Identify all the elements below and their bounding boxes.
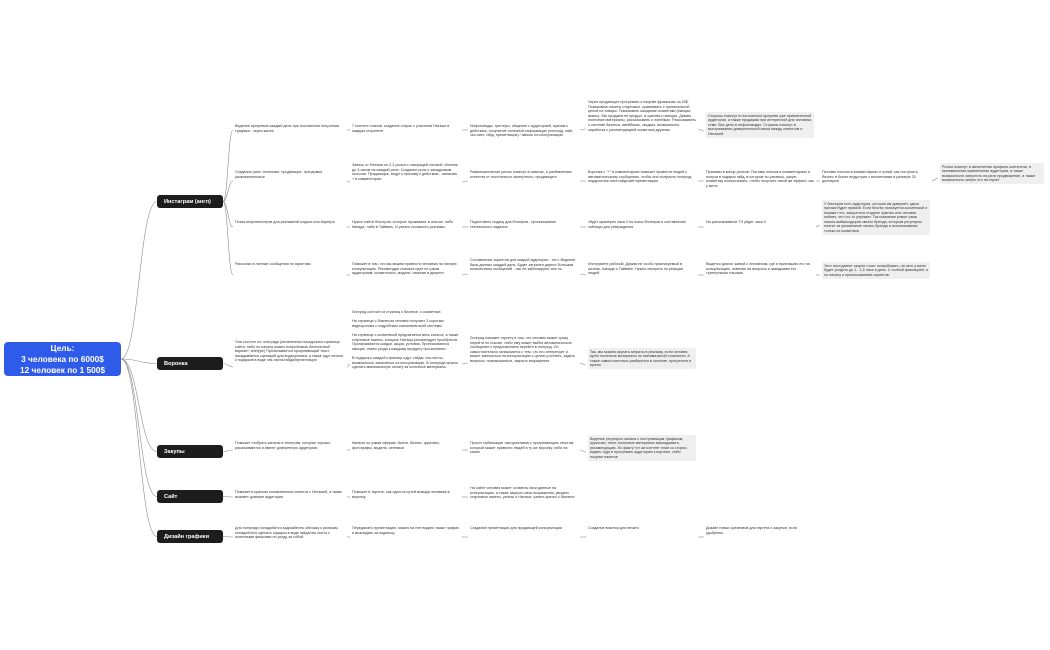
connector bbox=[223, 364, 233, 368]
idea-text: Создание рилс: полезные, продающие, трендовые, развлекательные bbox=[235, 170, 324, 179]
idea-node[interactable] bbox=[470, 486, 578, 500]
branch-label: Сайт bbox=[164, 493, 178, 500]
connector bbox=[462, 274, 468, 275]
connector bbox=[121, 359, 157, 497]
connector bbox=[698, 129, 704, 131]
idea-node[interactable] bbox=[352, 220, 460, 229]
idea-node[interactable] bbox=[352, 526, 460, 535]
idea-text: Ведение прогревов каждый день при постоянном получении трафика - через жизнь bbox=[235, 124, 340, 133]
connector bbox=[223, 537, 233, 538]
idea-node[interactable] bbox=[588, 220, 696, 229]
branch-label: Дизайн графики bbox=[164, 533, 210, 540]
idea-text: На сайте человек может оставить свои данные на консультацию, а также закрыть свои возражения, увидеть стартовые пакеты, узнать о Натэше, узнать кратко о бизнесе bbox=[470, 486, 575, 500]
idea-node[interactable] bbox=[822, 170, 930, 184]
connector bbox=[223, 450, 233, 452]
connector bbox=[121, 359, 157, 364]
idea-node[interactable] bbox=[352, 163, 460, 181]
connector bbox=[932, 178, 938, 181]
idea-text: Запись от Натэши по 2-3 рилса с говорящей головой. Монтаж до 3-часов на каждый рилс. Создание рилс с закадровым голосом. Продающие, ведут к призыву к действию - написать + в комментарии. bbox=[352, 163, 458, 181]
idea-node[interactable] bbox=[235, 340, 345, 363]
connector bbox=[580, 363, 586, 365]
idea-text: Ведение регулярно канала с поступающим трафиком, кружочки, текст, полезные материалы выкладывать, рекомендацию. По факту тот же контент план со сторис, кидать туда и прогревать аудиторию к воронке, либо покупке пакетов bbox=[590, 436, 688, 459]
connector bbox=[462, 363, 468, 364]
idea-node[interactable] bbox=[706, 526, 814, 535]
idea-node[interactable] bbox=[470, 170, 578, 179]
idea-text: Лонгрид состоит из страниц о бизнесе, о косметике. bbox=[352, 310, 442, 314]
idea-node[interactable] bbox=[706, 170, 814, 188]
idea-text: Передалать презентацию, можно на нее видать также трафик, и выкладать за подписку bbox=[352, 526, 460, 535]
idea-text: Развлекательные рилсы помогут в охватах, и разбавлению контента от постоянного экспертного, продающего bbox=[470, 170, 572, 179]
idea-node[interactable] bbox=[470, 526, 578, 531]
branch-ads[interactable] bbox=[157, 445, 223, 458]
idea-node[interactable] bbox=[235, 490, 345, 499]
idea-node[interactable] bbox=[470, 336, 578, 364]
idea-text: На странице с бизнесом человек получает 3 коротких видеоролика с подробным описанием всей системы bbox=[352, 319, 445, 328]
idea-text: Создание визитки для печати bbox=[588, 526, 639, 530]
idea-text: Подготовить подачу для блогеров - прописывание технического задания bbox=[470, 220, 557, 229]
branch-design[interactable] bbox=[157, 530, 223, 543]
idea-node[interactable] bbox=[235, 220, 345, 225]
idea-node[interactable] bbox=[470, 258, 578, 272]
idea-node[interactable] bbox=[470, 124, 578, 138]
idea-text: На распознавание ТЗ уйдет часа 3 bbox=[706, 220, 766, 224]
idea-text: Просто публикация там креативов с прогревающим текстом, который может привести людей в ту же воронку, либо на канал bbox=[470, 441, 575, 455]
idea-text: Воронка с "+" в комментариях поможет привести людей к автоматическому сообщению, чтобы они получили лонгрид/подарок/чек-лист/гайд/сайт/презентацию bbox=[588, 170, 692, 184]
connector bbox=[223, 181, 233, 202]
idea-node[interactable] bbox=[822, 200, 930, 235]
idea-node[interactable] bbox=[235, 441, 345, 450]
idea-node[interactable] bbox=[588, 100, 696, 132]
idea-node[interactable] bbox=[706, 112, 814, 138]
idea-text: В подарок к каждой странице идут: гайды, чек-листы, возможность записаться на консультацию. В лонгриде можно сделать минимальную оплату за полезные материалы. bbox=[352, 355, 458, 370]
idea-text: Лонгрид поможет таргету в том, что человек может сразу перейти по ссылке, либо ему может выйти автоматическое сообщение с предложением перейти в лонгрид. Он самостоятельно ознакомится с тем, что его интересует и может записаться на консультацию с целью уточнить, задать вопросы, познакомиться, закрыть возражения bbox=[470, 336, 575, 363]
branch-label: Инстаграм (англ) bbox=[164, 198, 211, 205]
idea-text: Через продающие прогревать к покупке франшизы за 20$. Показывать пакеты стартовые, сравнивать с оригинальной ценой на товары. Показывать ожидание косметики (эмоции, жизнь). Мы продаем не продукт, а чувства и эмоции. Давать полезные материалы, рассказывать о линейках. Рассказывать о системе бизнеса, ивейбиках, скидках, возможность заработка с рекомендацией косметики друзьям. bbox=[588, 100, 696, 132]
idea-node[interactable] bbox=[588, 262, 696, 276]
idea-text: На странице с косметикой предлагается весь каталог, а также стартовые пакеты, которые Натэша рекомендует приобрести. Прописываются скидки, акции, условия. Прописываются эмоции, этапы ухода к каждому продукту при желании. bbox=[352, 332, 459, 351]
root-goal-node[interactable] bbox=[4, 342, 121, 376]
idea-node[interactable] bbox=[940, 163, 1044, 184]
idea-node[interactable] bbox=[352, 310, 460, 370]
idea-node[interactable] bbox=[588, 435, 696, 461]
branch-instagram[interactable] bbox=[157, 195, 223, 208]
branch-funnel[interactable] bbox=[157, 357, 223, 370]
idea-text: Поможет в таргете, как один из путей вывода человека в воронку bbox=[352, 490, 450, 499]
idea-node[interactable] bbox=[352, 441, 460, 450]
idea-text: Она состоит из: лонгрида (оплаченная посадочная страница сайта, либо по началу можно попробовать бесплатный вариант: telefype) Прописывается прогревающий текст, накидывается сценарий для видеоролика, а также идут кнопки к подарков в виде чек-листа/гайда/презентации bbox=[235, 340, 343, 363]
connector bbox=[462, 181, 468, 182]
idea-text: Дизайн новых креативов для таргета и закупов, если удобрены. bbox=[706, 526, 797, 535]
idea-node[interactable] bbox=[822, 262, 930, 279]
connector bbox=[580, 274, 586, 275]
branch-site[interactable] bbox=[157, 490, 223, 503]
connector bbox=[580, 129, 586, 130]
idea-text: Рассылки в личные сообщения по скриптам bbox=[235, 262, 311, 266]
idea-node[interactable] bbox=[588, 348, 696, 369]
branch-label: Воронка bbox=[164, 360, 188, 367]
idea-text: Создание презентации для продающей консультации bbox=[470, 526, 562, 530]
root-line-2: 3 человека по 6000$ bbox=[21, 353, 104, 364]
idea-node[interactable] bbox=[235, 262, 345, 267]
connector bbox=[580, 450, 586, 452]
idea-node[interactable] bbox=[588, 526, 696, 531]
connector bbox=[816, 225, 820, 227]
idea-text: Инфоповоды, триггеры, общение с аудиторией, призыв к действию, получение полезной информации (лонгрид, сайт, чек-лист, гайд, презентация) / запись на консультацию bbox=[470, 124, 574, 138]
idea-text: Поможет в кратком ознакомлении клиента с Натэшей, а также вызовет доверие аудитории bbox=[235, 490, 343, 499]
idea-node[interactable] bbox=[352, 490, 460, 499]
root-line-1: Цель: bbox=[50, 342, 75, 353]
idea-text: Выдется диалог живой с человеком, где я приглашаю его на консультацию, отвечаю на вопросы и закидываю его триггерными точками. bbox=[706, 262, 810, 276]
idea-node[interactable] bbox=[352, 262, 460, 276]
idea-node[interactable] bbox=[352, 124, 460, 133]
idea-text: 7 контент-планов, создание сторис с участием Натэши в каждом сторителе bbox=[352, 124, 450, 133]
idea-node[interactable] bbox=[588, 170, 696, 184]
idea-node[interactable] bbox=[235, 170, 345, 179]
idea-text: Призывы в конце рилсов: Поставь плюсик в комментариях и получи в подарок гайд, в котором ты узнаешь, какую косметику использовать, чтобы получить такой же эффект, как у меня bbox=[706, 170, 814, 188]
connector bbox=[223, 497, 233, 498]
idea-text: Поиск инфлюенсеров для рекламной подачи или бартера bbox=[235, 220, 335, 224]
idea-node[interactable] bbox=[706, 262, 814, 276]
branch-label: Закупы bbox=[164, 448, 185, 455]
idea-text: Так, мы можем окупать затраты в рекламу, если человек купит полезные материалы по минимальной стоимости. А также самостоятельно разберется в системе, прогреется и купить bbox=[590, 349, 692, 368]
idea-text: Поможет отобрать каналы в телеграм, которые хорошо раскачиваются и имеют доверенную аудиторию bbox=[235, 441, 331, 450]
idea-text: Уйдет примерно часа 3 на поиск блогеров и составление таблицы для утверждения bbox=[588, 220, 686, 229]
idea-node[interactable] bbox=[470, 441, 578, 455]
connector bbox=[223, 202, 233, 228]
idea-text: Каналы по узким сферам: бьюти, бизнес, фриланс, фотографы, модели, сетевики bbox=[352, 441, 441, 450]
connector bbox=[121, 359, 157, 452]
idea-text: Для лонгрида понадобится задизайнить обложку к роликам, понадобится сделать подарок в виде гайда/чек-листа с полезными фишками по уходу за собой. bbox=[235, 526, 339, 540]
connector bbox=[347, 181, 350, 182]
idea-text: Составление скриптов для каждой аудитории - тест. Ведение базы данных каждый день. Будет затрачен директ большим количеством сообщений - нас не заблокируют, все ок. bbox=[470, 258, 576, 272]
idea-text: Сторисы помогут в постоянном прогреве уже привлеченной аудитории, а также продажам при интересной для человека теме. Все дело в инфоповодах. Сторисы помогут в выстраивании доверительной связи между клиентом и Натэшей. bbox=[708, 113, 812, 136]
idea-text: Поможет в том, что мы можем привести человека на личную консультацию. Рекомендую сначала идти по узким аудиториям: косметологи, модели, начинки в декрете. bbox=[352, 262, 457, 276]
idea-text: Нужно найти блогеров, которые проживают в штатах, либо Канаде, либо в Тайвань. И узнать стоимость рекламы. bbox=[352, 220, 454, 229]
connector bbox=[121, 359, 157, 537]
idea-text: У блогеров есть аудитория, которая им доверяет, здесь призыв будет прямой. Если блогер пользуется косметикой и покажет это, запустится стадное чувство или человек поймет, что что-то упускает. Так компания рэмон сама нашла амбассадоров своего бренда, которым регулярно платит за упоминание своего бренда и использование только их косметики bbox=[824, 201, 928, 234]
idea-node[interactable] bbox=[470, 220, 578, 229]
connector bbox=[347, 364, 350, 367]
connector bbox=[121, 202, 157, 360]
idea-node[interactable] bbox=[235, 526, 345, 540]
idea-text: Этот инструмент скорее стоит попробовать, на него у меня будет уходить до 1 - 1,5 часа в день. С полной фиксацией, а по началу и прописыванием скриптов. bbox=[824, 263, 928, 277]
idea-node[interactable] bbox=[235, 124, 345, 133]
connector bbox=[223, 130, 233, 202]
root-line-3: 12 человек по 1 500$ bbox=[19, 364, 106, 375]
idea-text: Инструмент рабочий. Думаю не особо практикуемый в штатах, Канаде и Тайване. Нужно смотреть по реакции людей. bbox=[588, 262, 683, 276]
idea-text: Рилсы помогут в заполнении профиля контентом, в минимальном привлечении аудитории, а также возможности запустить на рилс продвижение, а также возможность кинуть его на таргет bbox=[942, 164, 1036, 183]
idea-node[interactable] bbox=[706, 220, 814, 225]
connector bbox=[223, 202, 233, 276]
idea-text: Поставь плюсик в комментариях и узнай, как построить бизнес в бьюти индустрии с вложениями в размере 20 долларов bbox=[822, 170, 918, 184]
